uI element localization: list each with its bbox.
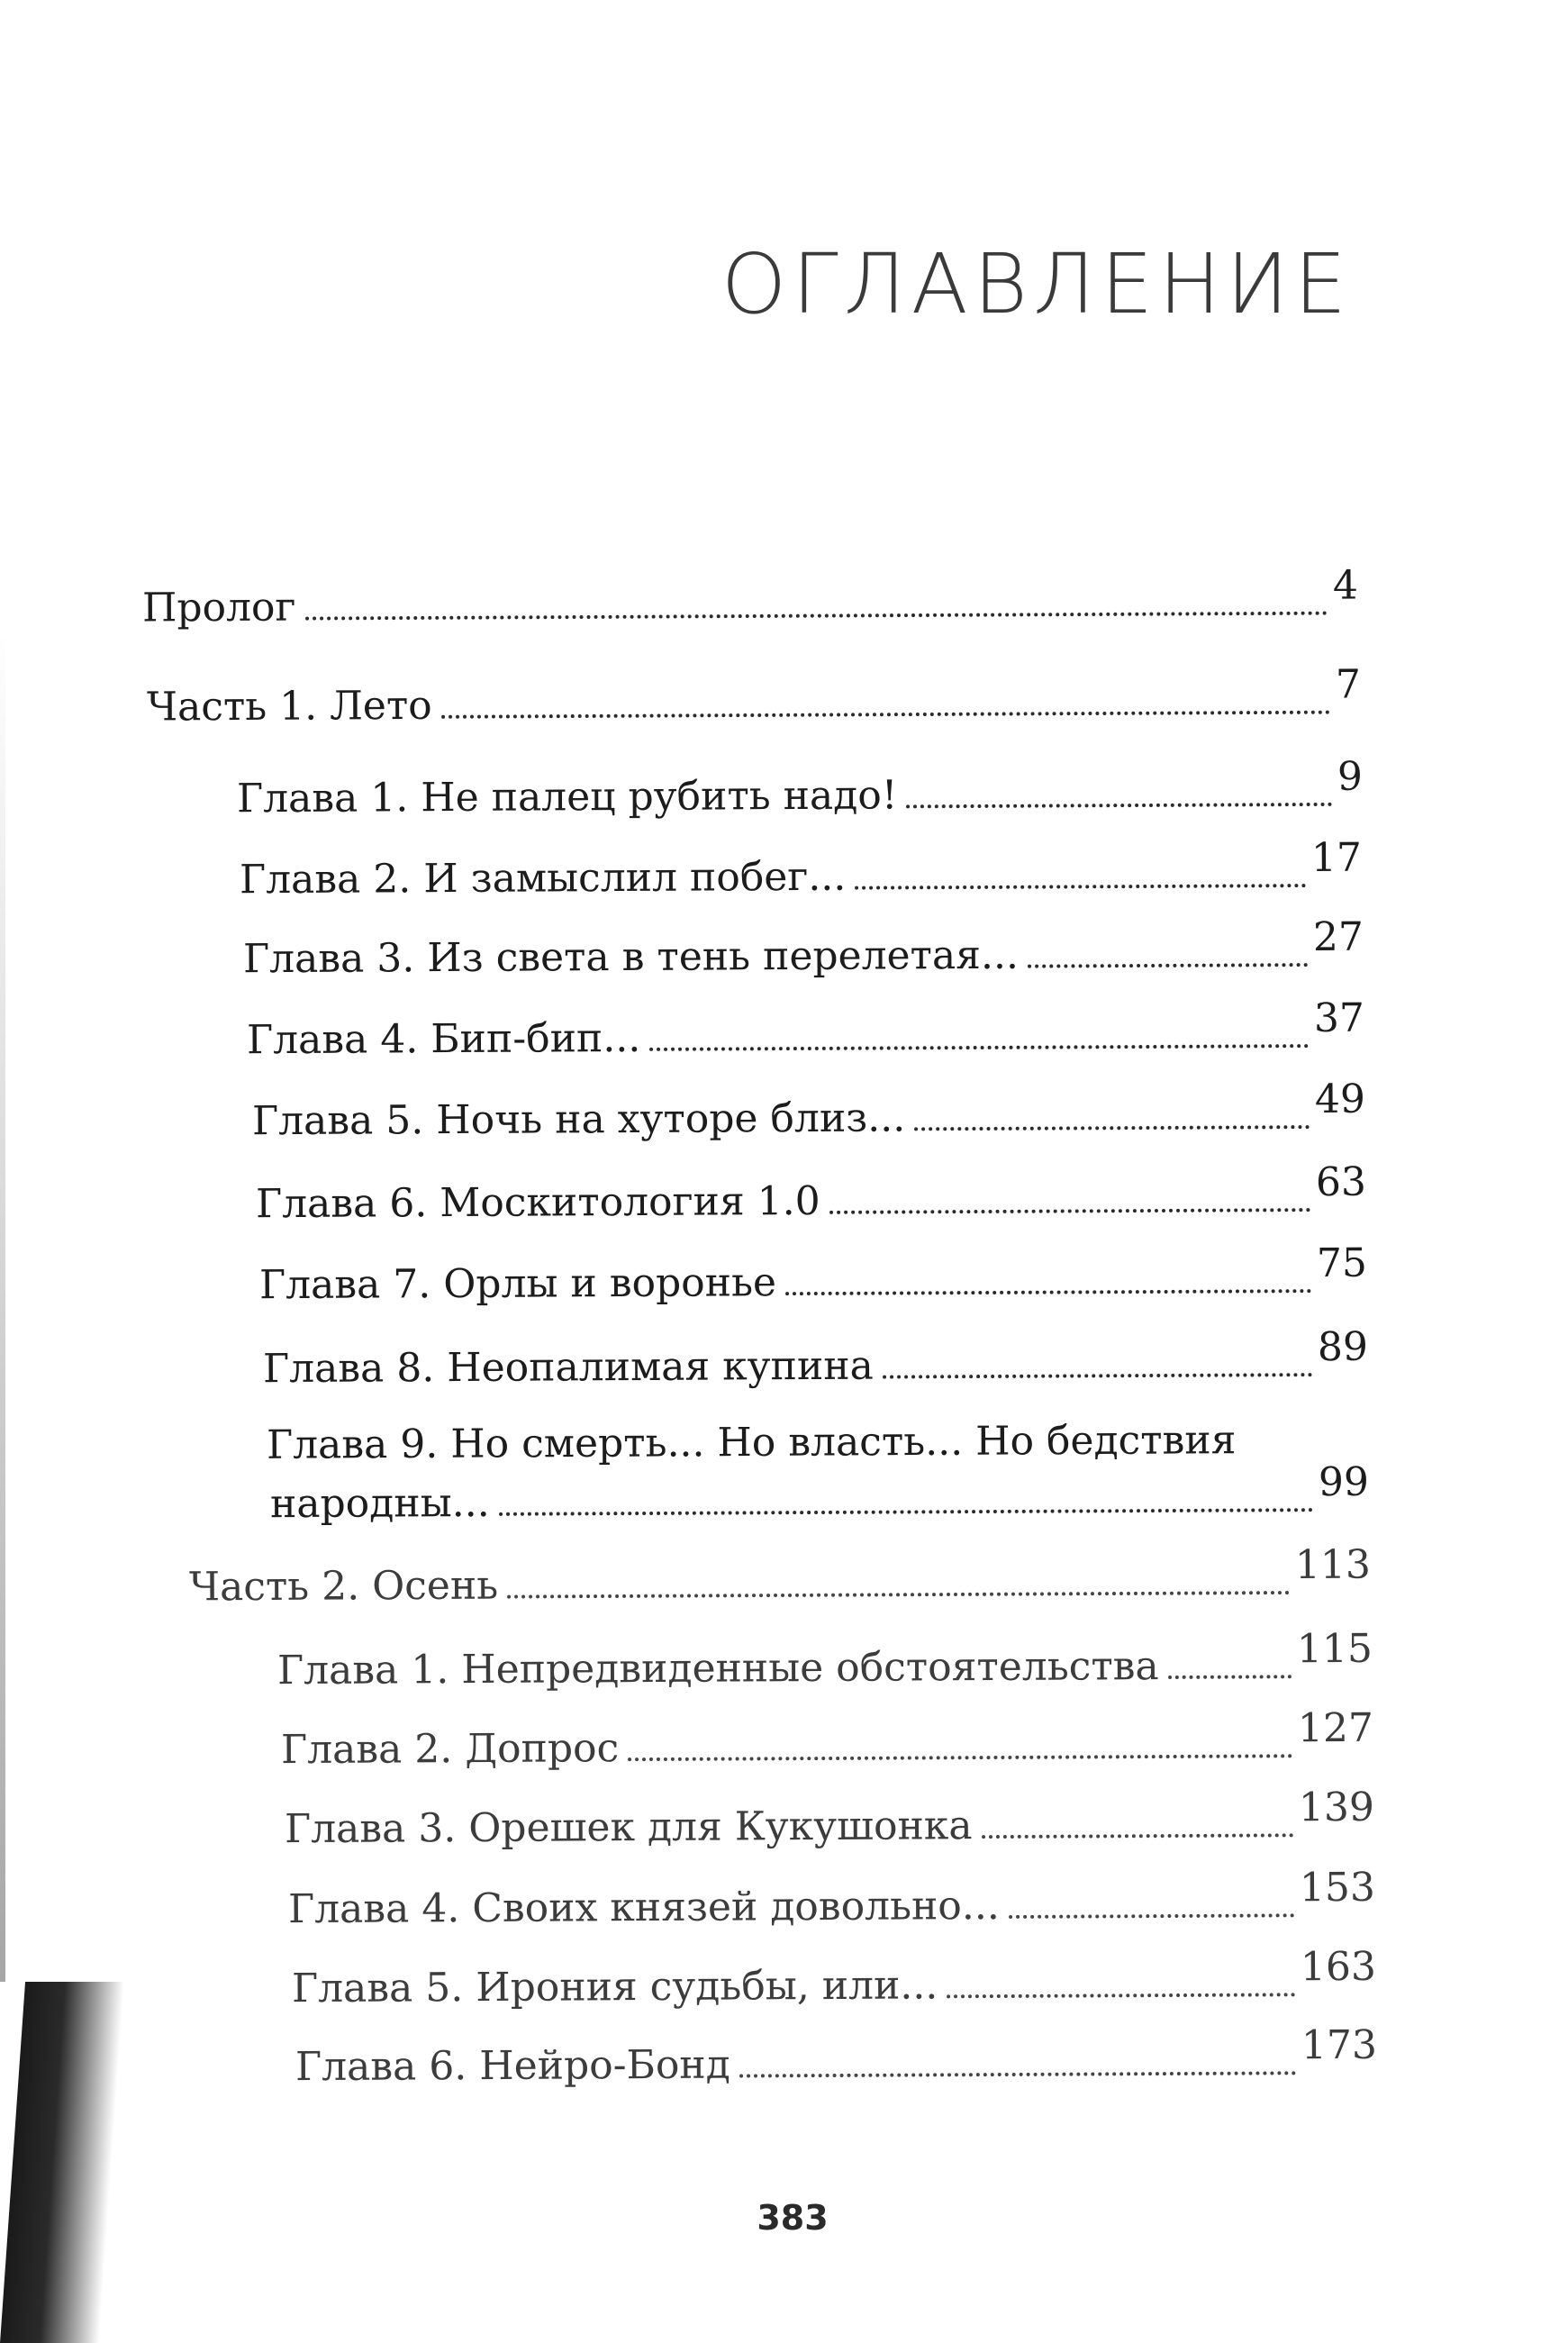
toc-entry-page: 75 (1316, 1240, 1368, 1287)
toc-entry-chapter (255, 1158, 1367, 1228)
leader-dots (914, 1125, 1310, 1131)
toc-entry-chapter (239, 834, 1363, 904)
toc-entry-chapter (246, 994, 1365, 1064)
toc-entry-chapter (258, 1240, 1368, 1309)
toc-entry-label: Глава 2. Допрос (280, 1725, 620, 1774)
toc-entry-page: 173 (1301, 2021, 1378, 2069)
toc-entry-label: Глава 8. Неопалимая купина (262, 1342, 874, 1393)
leader-dots (739, 2071, 1296, 2077)
toc-entry-prologue (141, 562, 1359, 631)
toc-entry-page: 127 (1297, 1704, 1374, 1752)
toc-entry-label: Глава 5. Ночь на хуторе близ... (251, 1094, 906, 1145)
toc-entry-part-1 (146, 661, 1362, 731)
leader-dots (441, 711, 1330, 719)
leader-dots (883, 1373, 1312, 1378)
toc-entry-page: 49 (1314, 1076, 1366, 1123)
toc-entry-label: народны... (269, 1479, 490, 1528)
toc-entry-chapter (280, 1704, 1374, 1774)
toc-entry-label: Глава 3. Орешек для Кукушонка (284, 1803, 973, 1853)
toc-entry-page: 37 (1313, 994, 1365, 1042)
toc-entry-label: Пролог (141, 584, 296, 631)
toc-entry-page: 89 (1317, 1323, 1369, 1371)
leader-dots (499, 1508, 1313, 1516)
leader-dots (829, 1208, 1310, 1214)
toc-entry-chapter (251, 1076, 1366, 1145)
toc-entry-label: Глава 6. Москитология 1.0 (255, 1177, 820, 1228)
toc-entry-label: Часть 1. Лето (146, 682, 432, 731)
toc-entry-label: Глава 4. Своих князей довольно... (287, 1883, 1000, 1933)
leader-dots (982, 1833, 1293, 1839)
toc-entry-label: Глава 1. Непредвиденные обстоятельства (276, 1643, 1159, 1694)
toc-entry-label: Глава 5. Ирония судьбы, или... (291, 1962, 938, 2012)
leader-dots (305, 612, 1328, 621)
toc-entry-label: Часть 2. Осень (188, 1562, 499, 1611)
toc-entry-chapter (295, 2021, 1378, 2091)
toc-entry-page: 99 (1318, 1458, 1370, 1506)
leader-dots (628, 1754, 1292, 1761)
leader-dots (855, 884, 1306, 890)
toc-entry-page: 27 (1312, 913, 1364, 961)
toc-entry-chapter (276, 1625, 1373, 1694)
toc-entry-page: 113 (1294, 1541, 1372, 1589)
leader-dots (907, 803, 1333, 808)
toc-entry-label: Глава 2. И замыслил побег... (239, 853, 847, 904)
toc-entry-chapter (242, 913, 1364, 983)
toc-entry-chapter (236, 753, 1364, 822)
toc-entry-chapter-line1: Глава 9. Но смерть... Но власть... Но бедствия (266, 1417, 1237, 1468)
leader-dots (649, 1044, 1309, 1051)
toc-entry-label: Глава 4. Бип-бип... (246, 1014, 641, 1064)
page-title: ОГЛАВЛЕНИЕ (721, 236, 1352, 332)
leader-dots (1168, 1675, 1292, 1679)
toc-entry-label: Глава 7. Орлы и воронье (258, 1259, 777, 1309)
toc-entry-page: 4 (1332, 562, 1359, 609)
leader-dots (785, 1289, 1311, 1295)
toc-entry-chapter (269, 1458, 1370, 1528)
toc-entry-page: 163 (1300, 1943, 1377, 1991)
leader-dots (1028, 963, 1308, 968)
toc-entry-label: Глава 1. Не палец рубить надо! (236, 772, 898, 822)
leader-dots (947, 1993, 1295, 1998)
toc-entry-page: 139 (1298, 1784, 1375, 1831)
leader-dots (1009, 1913, 1294, 1919)
toc-entry-page: 17 (1310, 834, 1363, 882)
toc-entry-chapter (262, 1323, 1369, 1393)
toc-entry-page: 115 (1296, 1625, 1373, 1673)
toc-entry-chapter (287, 1864, 1376, 1933)
toc-entry-part-2 (188, 1541, 1372, 1611)
toc-entry-chapter (284, 1784, 1375, 1853)
page-number: 383 (757, 2198, 829, 2238)
toc-entry-label: Глава 3. Из света в тень перелетая... (242, 931, 1020, 983)
toc-entry-page: 7 (1335, 661, 1362, 708)
toc-entry-page: 153 (1299, 1864, 1376, 1912)
toc-entry-page: 63 (1315, 1158, 1367, 1206)
toc-entry-label: Глава 6. Нейро-Бонд (295, 2041, 730, 2091)
toc-entry-page: 9 (1337, 753, 1364, 800)
leader-dots (507, 1591, 1290, 1599)
toc-entry-chapter (291, 1943, 1377, 2012)
